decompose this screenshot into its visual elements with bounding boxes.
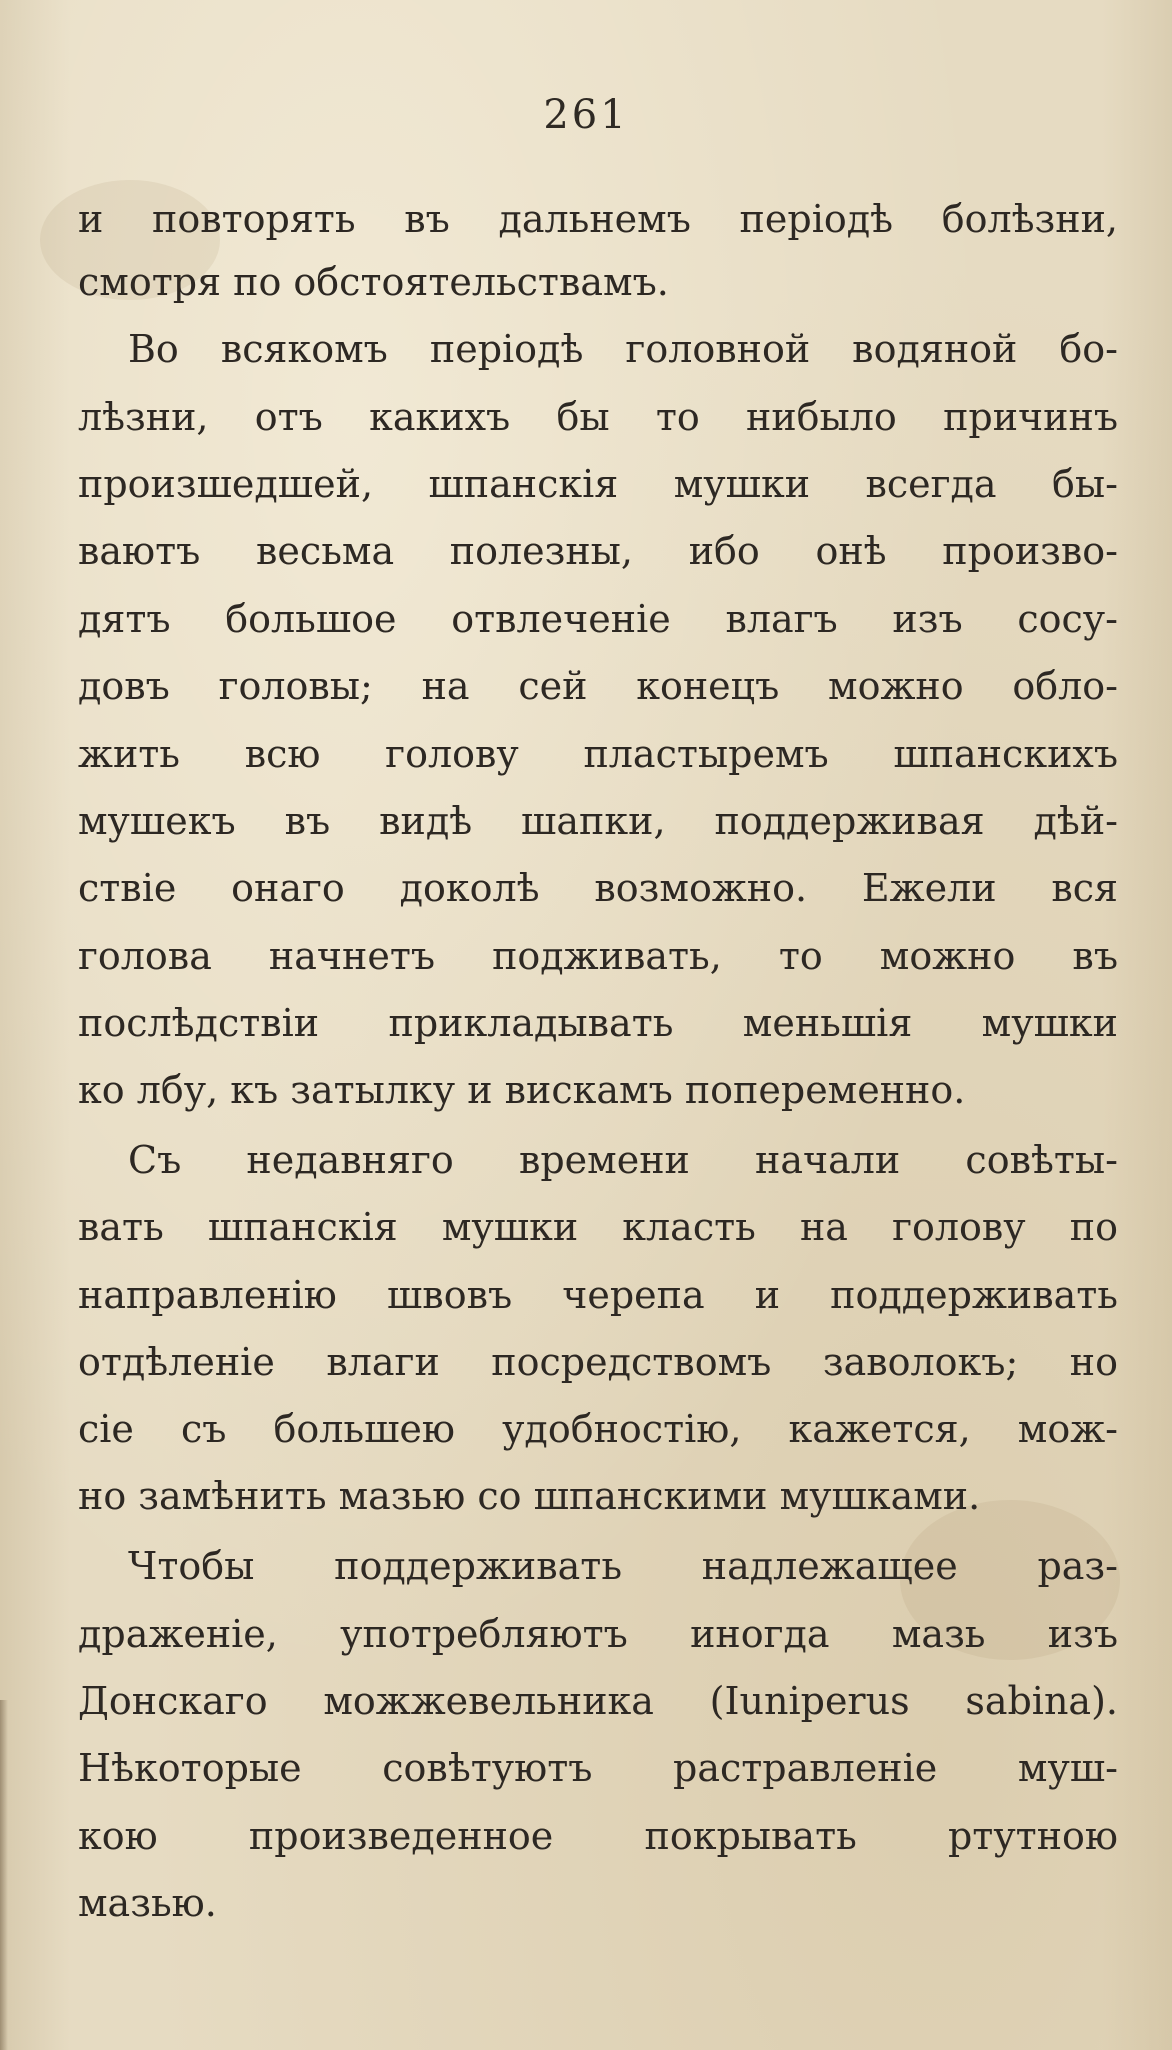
text-line: голова начнетъ подживать, то можно въ xyxy=(78,934,1118,978)
text-line: жить всю голову пластыремъ шпанскихъ xyxy=(78,732,1118,776)
text-line: Съ недавняго времени начали совѣты- xyxy=(128,1138,1118,1182)
text-line: произшедшей, шпанскія мушки всегда бы- xyxy=(78,462,1118,506)
text-line: Чтобы поддерживать надлежащее раз- xyxy=(128,1544,1118,1588)
text-line: направленію швовъ черепа и поддерживать xyxy=(78,1273,1118,1317)
text-line: дятъ большое отвлеченіе влагъ изъ сосу- xyxy=(78,597,1118,641)
text-line: мазью. xyxy=(78,1881,217,1925)
text-line: вать шпанскія мушки класть на голову по xyxy=(78,1205,1118,1249)
text-line: Донскаго можжевельника (Iuniperus sabina). xyxy=(78,1679,1118,1723)
text-line: драженіе, употребляютъ иногда мазь изъ xyxy=(78,1612,1118,1656)
text-line: отдѣленіе влаги посредствомъ заволокъ; но xyxy=(78,1340,1118,1384)
text-line: лѣзни, отъ какихъ бы то нибыло причинъ xyxy=(78,395,1118,439)
text-line: и повторять въ дальнемъ періодѣ болѣзни, xyxy=(78,197,1118,241)
text-line: но замѣнить мазью со шпанскими мушками. xyxy=(78,1474,981,1518)
text-line: ствіе онаго доколѣ возможно. Ежели вся xyxy=(78,866,1118,910)
text-line: Во всякомъ періодѣ головной водяной бо- xyxy=(128,327,1118,371)
text-line: смотря по обстоятельствамъ. xyxy=(78,260,669,304)
text-line: ваютъ весьма полезны, ибо онѣ произво- xyxy=(78,529,1118,573)
text-line: довъ головы; на сей конецъ можно обло- xyxy=(78,664,1118,708)
text-line: ко лбу, къ затылку и вискамъ попеременно. xyxy=(78,1068,966,1112)
binding-edge xyxy=(0,1700,8,2050)
text-line: кою произведенное покрывать ртутною xyxy=(78,1814,1118,1858)
page-number: 261 xyxy=(543,92,629,138)
text-line: мушекъ въ видѣ шапки, поддерживая дѣй- xyxy=(78,799,1118,843)
text-line: Нѣкоторые совѣтуютъ растравленіе муш- xyxy=(78,1746,1118,1790)
text-line: послѣдствіи прикладывать меньшія мушки xyxy=(78,1001,1118,1045)
text-line: сіе съ большею удобностію, кажется, мож- xyxy=(78,1407,1118,1451)
